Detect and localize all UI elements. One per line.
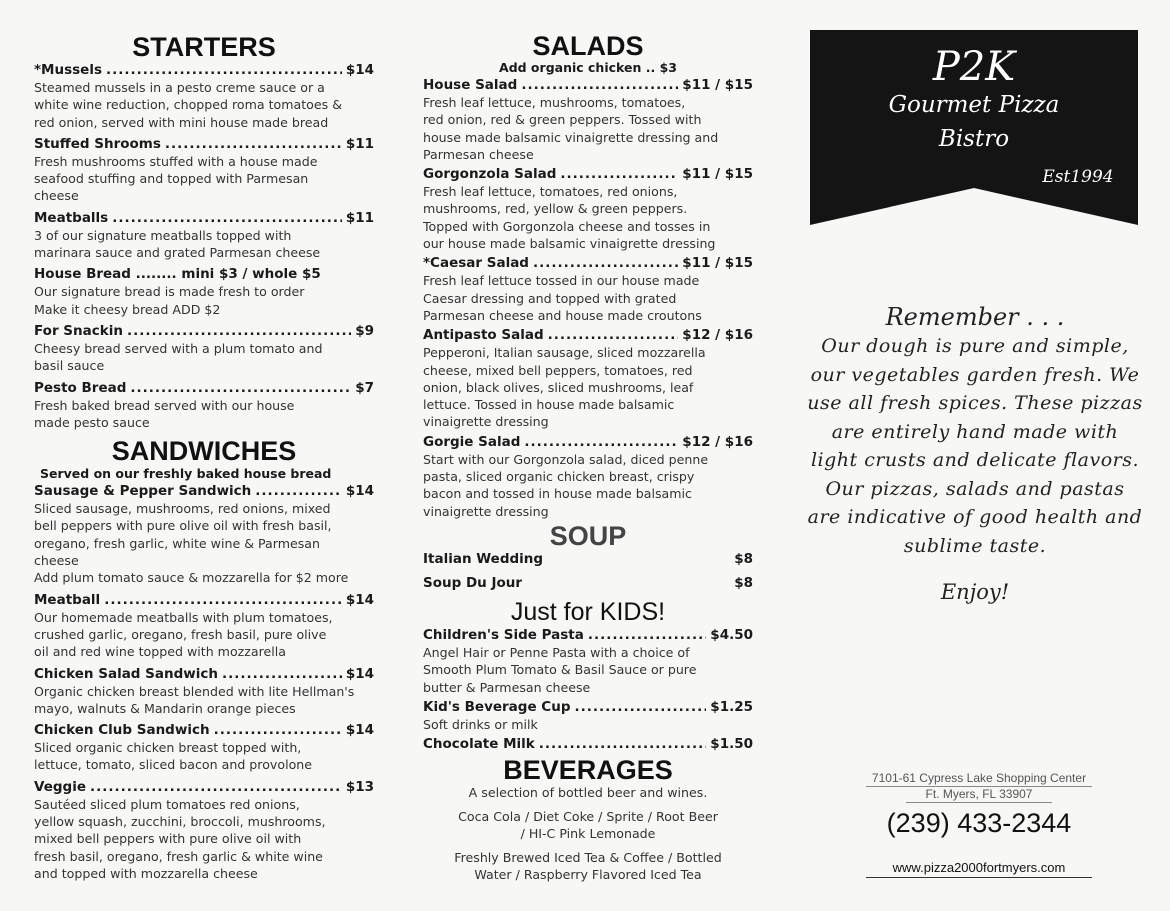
menu-item-price: $1.25 <box>710 698 753 715</box>
soup-list <box>423 550 753 592</box>
menu-item-price: $11 <box>345 135 374 152</box>
menu-item-description: Sautéed sliced plum tomatoes red onions, <box>34 796 300 812</box>
menu-item-line <box>34 209 374 227</box>
beverages-list <box>423 784 753 884</box>
menu-item-name: Chicken Club Sandwich <box>34 722 210 739</box>
menu-item-line <box>423 326 753 344</box>
menu-item-description: mushrooms, red, yellow & green peppers. <box>423 201 688 217</box>
remember-heading: Remember . . . <box>885 303 1065 331</box>
dot-leader <box>524 433 678 451</box>
logo-line1: Gourmet Pizza <box>888 92 1060 118</box>
dot-leader <box>588 626 706 644</box>
menu-item-description: Fresh mushrooms stuffed with a house made <box>34 153 318 169</box>
logo-line2: Bistro <box>938 126 1010 152</box>
menu-item-description: onion, black olives, sliced mushrooms, leaf <box>423 379 694 395</box>
remember-line: are entirely hand made with <box>831 420 1119 443</box>
menu-item-line <box>34 482 374 500</box>
menu-item <box>34 379 374 432</box>
sandwiches-list <box>34 482 374 882</box>
beverage-line: Freshly Brewed Iced Tea & Coffee / Bottled <box>454 849 722 865</box>
menu-item-description: basil sauce <box>34 358 105 374</box>
dot-leader <box>222 665 342 683</box>
menu-item-description: Fresh baked bread served with our house <box>34 397 295 413</box>
address <box>866 771 1092 803</box>
menu-item-description: Start with our Gorgonzola salad, diced penne <box>423 451 709 467</box>
salads-heading: SALADS <box>532 31 644 61</box>
menu-item <box>423 698 753 733</box>
menu-item-name: Gorgie Salad <box>423 433 521 450</box>
remember-line: light crusts and delicate flavors. <box>810 449 1140 471</box>
kids-list <box>423 626 753 753</box>
menu-item-price: $14 <box>345 665 374 682</box>
menu-item-name: Chicken Salad Sandwich <box>34 665 218 682</box>
menu-item-name: Italian Wedding <box>423 550 544 567</box>
menu-item-description: vinaigrette dressing <box>423 503 549 519</box>
menu-item-description: mayo, walnuts & Mandarin orange pieces <box>34 700 296 716</box>
menu-item-description: Parmesan cheese and house made croutons <box>423 307 702 323</box>
menu-item-description: mixed bell peppers with pure olive oil with <box>34 831 302 847</box>
menu-item <box>423 550 753 568</box>
menu-item-description: yellow squash, zucchini, broccoli, mushrooms, <box>34 814 326 830</box>
menu-item-line <box>423 254 753 272</box>
dot-leader <box>521 76 678 94</box>
menu-item-description: Fresh leaf lettuce, mushrooms, tomatoes, <box>423 95 686 110</box>
menu-item-price: $12 / $16 <box>682 433 753 450</box>
dot-leader <box>560 165 678 183</box>
address-line2: Ft. Myers, FL 33907 <box>906 787 1052 803</box>
menu-item <box>34 778 374 882</box>
menu-item-name: *Caesar Salad <box>423 255 529 272</box>
dot-leader <box>106 61 342 79</box>
menu-item <box>423 626 753 696</box>
remember-line: Our dough is pure and simple, <box>821 335 1129 357</box>
menu-item-line <box>34 265 374 283</box>
menu-item-description: Parmesan cheese <box>423 146 534 162</box>
logo-name: P2K <box>932 44 1016 90</box>
menu-item <box>423 433 753 520</box>
menu-item-line <box>34 379 374 397</box>
menu-item-line <box>34 778 374 796</box>
menu-item <box>423 254 753 324</box>
menu-item-price: $13 <box>345 778 374 795</box>
menu-item-description: red onion, served with mini house made bread <box>34 114 329 130</box>
soup-heading: SOUP <box>549 520 627 551</box>
menu-item-line <box>423 574 753 592</box>
menu-item-description: Smooth Plum Tomato & Basil Sauce or pure <box>423 662 697 678</box>
starters-list <box>34 61 374 431</box>
address-line1: 7101-61 Cypress Lake Shopping Center <box>866 771 1092 787</box>
menu-item-name: Meatballs <box>34 209 109 226</box>
starters-heading: STARTERS <box>132 32 276 62</box>
menu-item-description: crushed garlic, oregano, fresh basil, pure olive <box>34 626 327 642</box>
beverage-line: Water / Raspberry Flavored Iced Tea <box>474 867 702 883</box>
menu-item-price: $8 <box>734 550 753 567</box>
menu-item <box>34 135 374 205</box>
beverage-line: A selection of bottled beer and wines. <box>468 785 708 801</box>
dot-leader <box>539 735 707 753</box>
p2k-logo <box>810 30 1138 225</box>
menu-item-name: Sausage & Pepper Sandwich <box>34 483 252 500</box>
logo-established: Est1994 <box>1042 167 1114 187</box>
menu-item <box>34 61 374 131</box>
menu-item <box>34 265 374 318</box>
menu-item-description: 3 of our signature meatballs topped with <box>34 227 292 243</box>
menu-item-description: Pepperoni, Italian sausage, sliced mozzarella <box>423 345 706 361</box>
menu-item <box>423 735 753 753</box>
column-starters-sandwiches <box>34 0 374 886</box>
remember-closing: Enjoy! <box>940 580 1010 604</box>
menu-item-price: $14 <box>345 483 374 500</box>
menu-item-description: Sliced sausage, mushrooms, red onions, mixed <box>34 501 331 517</box>
menu-item-description: oil and red wine topped with mozzarella <box>34 644 286 660</box>
menu-item-price: $14 <box>345 62 374 78</box>
menu-item-description: Fresh leaf lettuce tossed in our house made <box>423 273 700 289</box>
menu-item-description: Make it cheesy bread ADD $2 <box>34 301 221 317</box>
dot-leader <box>548 326 679 344</box>
menu-item <box>34 721 374 774</box>
beverage-line: Coca Cola / Diet Coke / Sprite / Root Beer <box>458 808 718 824</box>
dot-leader <box>127 322 351 340</box>
menu-item-description: butter & Parmesan cheese <box>423 679 591 695</box>
menu-item-description: Organic chicken breast blended with lite Hellman's <box>34 683 355 699</box>
menu-item-description: made pesto sauce <box>34 414 150 430</box>
remember-line: use all fresh spices. These pizzas <box>807 392 1143 414</box>
beverage-line: / HI-C Pink Lemonade <box>520 826 656 842</box>
remember-message <box>800 302 1150 604</box>
menu-item-price: $14 <box>345 722 374 739</box>
menu-item <box>34 209 374 262</box>
menu-item-description: vinaigrette dressing <box>423 414 549 430</box>
menu-item-description: cheese, mixed bell peppers, tomatoes, red <box>423 362 693 378</box>
menu-item-name: Stuffed Shrooms <box>34 135 161 152</box>
menu-item <box>34 591 374 661</box>
website-link[interactable]: www.pizza2000fortmyers.com <box>866 860 1092 878</box>
remember-body <box>800 332 1150 560</box>
menu-item <box>423 326 753 430</box>
menu-item-description: white wine reduction, chopped roma tomatoes & <box>34 97 343 113</box>
dot-leader <box>90 778 342 796</box>
menu-item-line <box>423 626 753 644</box>
menu-item-line <box>423 735 753 753</box>
menu-item-name: Chocolate Milk <box>423 736 535 753</box>
dot-leader <box>255 482 342 500</box>
menu-item-description: Angel Hair or Penne Pasta with a choice of <box>423 644 690 660</box>
menu-item-name: For Snackin <box>34 322 123 339</box>
menu-item-description: lettuce, tomato, sliced bacon and provolone <box>34 757 313 773</box>
menu-item-name: Veggie <box>34 778 86 795</box>
menu-item-line <box>34 665 374 683</box>
menu-item-price: $11 / $15 <box>682 166 753 183</box>
menu-item-description: Our homemade meatballs with plum tomatoes, <box>34 609 333 625</box>
menu-item-line <box>423 698 753 716</box>
sandwiches-heading: SANDWICHES <box>111 436 297 467</box>
menu-item <box>423 165 753 252</box>
remember-line: sublime taste. <box>903 534 1047 557</box>
menu-item-description: pasta, sliced organic chicken breast, crispy <box>423 469 695 485</box>
dot-leader <box>130 379 351 397</box>
dot-leader <box>104 591 342 609</box>
menu-item-description: oregano, fresh garlic, white wine & Parmesan <box>34 535 321 551</box>
menu-item-description: Our signature bread is made fresh to order <box>34 284 305 300</box>
menu-item-price: $4.50 <box>710 626 753 643</box>
menu-item-description: red onion, red & green peppers. Tossed with <box>423 112 702 128</box>
dot-leader <box>533 254 678 272</box>
menu-item-price: $7 <box>355 379 374 396</box>
menu-item-description: bell peppers with pure olive oil with fresh basil, <box>34 518 332 534</box>
menu-item-price: $12 / $16 <box>682 327 753 344</box>
dot-leader <box>575 698 707 716</box>
menu-item-name: House Salad <box>423 77 518 93</box>
menu-item <box>34 322 374 375</box>
menu-item-price: $11 <box>345 209 374 226</box>
menu-item-description: Cheesy bread served with a plum tomato and <box>34 340 323 356</box>
menu-item <box>423 76 753 163</box>
menu-item-line <box>423 433 753 451</box>
dot-leader <box>214 721 342 739</box>
dot-leader <box>112 209 342 227</box>
menu-item-line <box>34 61 374 79</box>
menu-item-name: *Mussels <box>34 62 102 78</box>
menu-item-name: Soup Du Jour <box>423 574 523 591</box>
menu-item-price: $11 / $15 <box>682 255 753 272</box>
menu-item-line <box>423 165 753 183</box>
menu-item-line <box>34 591 374 609</box>
menu-item-name: Pesto Bread <box>34 379 127 396</box>
menu-item-name: Kid's Beverage Cup <box>423 698 571 715</box>
menu-item-description: and topped with mozzarella cheese <box>34 865 258 881</box>
sandwiches-subtitle: Served on our freshly baked house bread <box>40 466 332 482</box>
phone-number[interactable]: (239) 433-2344 <box>886 808 1072 838</box>
column-salads-soup-kids <box>423 0 753 884</box>
kids-heading: Just for KIDS! <box>510 597 666 626</box>
menu-item-line <box>423 76 753 94</box>
menu-item-name: Children's Side Pasta <box>423 626 584 643</box>
menu-item-name: Gorgonzola Salad <box>423 166 557 183</box>
menu-item-description: seafood stuffing and topped with Parmesan <box>34 171 309 187</box>
dot-leader <box>165 135 342 153</box>
menu-item-description: marinara sauce and grated Parmesan cheese <box>34 245 321 261</box>
menu-item-description: cheese <box>34 553 79 569</box>
remember-line: our vegetables garden fresh. We <box>810 363 1140 386</box>
menu-item-description: house made balsamic vinaigrette dressing and <box>423 129 719 145</box>
menu-item-description: Sliced organic chicken breast topped with, <box>34 740 302 756</box>
salads-list <box>423 76 753 520</box>
menu-item-description: Soft drinks or milk <box>423 716 538 732</box>
menu-item-price: $14 <box>345 591 374 608</box>
menu-item-description: bacon and tossed in house made balsamic <box>423 486 692 502</box>
menu-item <box>423 574 753 592</box>
menu-item-line <box>34 721 374 739</box>
menu-item-line <box>423 550 753 568</box>
menu-item-name: Antipasto Salad <box>423 327 544 344</box>
remember-line: are indicative of good health and <box>807 506 1143 528</box>
menu-item-line <box>34 135 374 153</box>
menu-item-description: cheese <box>34 188 79 204</box>
salads-subtitle: Add organic chicken .. $3 <box>499 60 677 75</box>
remember-line: Our pizzas, salads and pastas <box>825 477 1125 500</box>
menu-item-name: House Bread ........ mini $3 / whole $5 <box>34 266 321 283</box>
menu-item-price: $8 <box>734 574 753 591</box>
menu-item-price: $1.50 <box>710 736 753 753</box>
menu-item-price: $9 <box>355 322 374 339</box>
menu-item-line <box>34 322 374 340</box>
menu-item-description: Add plum tomato sauce & mozzarella for $2 more <box>34 570 349 586</box>
menu-item-name: Meatball <box>34 591 101 608</box>
menu-item-description: Steamed mussels in a pesto creme sauce or a <box>34 80 325 95</box>
beverages-heading: BEVERAGES <box>503 755 673 786</box>
menu-item-description: fresh basil, oregano, fresh garlic & white wine <box>34 848 323 864</box>
menu-item-description: lettuce. Tossed in house made balsamic <box>423 397 675 413</box>
menu-item-description: Topped with Gorgonzola cheese and tosses in <box>423 218 711 234</box>
menu-item <box>34 665 374 718</box>
menu-item <box>34 482 374 586</box>
menu-item-description: Caesar dressing and topped with grated <box>423 290 677 306</box>
menu-item-description: our house made balsamic vinaigrette dressing <box>423 236 716 252</box>
menu-item-price: $11 / $15 <box>682 77 753 93</box>
menu-item-description: Fresh leaf lettuce, tomatoes, red onions, <box>423 184 678 200</box>
